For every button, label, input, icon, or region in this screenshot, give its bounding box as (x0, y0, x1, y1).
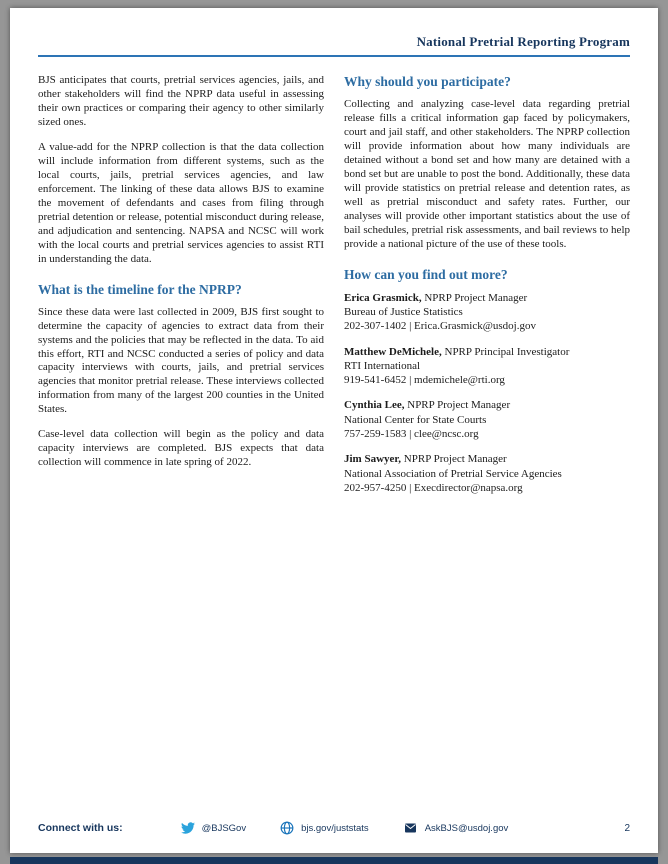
contact-name-line (344, 291, 630, 305)
contact-card (344, 452, 630, 495)
contact-card (344, 291, 630, 334)
contact-name-line (344, 398, 630, 412)
twitter-handle: @BJSGov (201, 822, 247, 834)
contact-card (344, 345, 630, 388)
contact-name-line (344, 452, 630, 466)
paragraph: Since these data were last collected in 2009, BJS first sought to determine the capacity of agencies to extract data from their systems and the policies that may be reflected in the data. To aid this effort, RTI and NCSC conducted a series of policy and data capacity interviews with courts, jails, and pretrial services agencies that monitor pretrial release. These interviews collected information from many of the largest 200 counties in the United States. (38, 305, 324, 416)
contact-role: NPRP Project Manager (403, 453, 507, 466)
right-column (344, 74, 630, 506)
page-header (10, 8, 658, 57)
contact-phone-email: 202-957-4250 | Execdirector@napsa.org (344, 481, 523, 494)
participate-heading: Why should you participate? (344, 74, 511, 89)
contact-phone-email: 757-259-1583 | clee@ncsc.org (344, 428, 479, 441)
contact-phone-email: 919-541-6452 | mdemichele@rti.org (344, 374, 505, 387)
contact-name: Erica Grasmick, (344, 291, 422, 304)
envelope-icon (403, 822, 418, 834)
email-address: AskBJS@usdoj.gov (424, 822, 509, 834)
timeline-heading: What is the timeline for the NPRP? (38, 281, 242, 297)
contact-card (344, 398, 630, 441)
globe-icon (280, 821, 294, 835)
paragraph: A value-add for the NPRP collection is that the data collection will include information from different systems, such as the local courts, jails, pretrial services agencies, and law enforcement. The linking of these data allows BJS to examine the movement of defendants and cases from filing through pretrial detention or release, potential misconduct during release, and adjudication and sentencing. NAPSA and NCSC will work with the local courts and pretrial services agencies to assist RTI in understanding the data. (38, 140, 324, 265)
contact-name-line (344, 345, 630, 359)
left-column (38, 74, 324, 506)
two-column-body (10, 57, 658, 506)
twitter-link[interactable] (181, 821, 247, 835)
social-links (181, 821, 509, 835)
page-footer (38, 821, 630, 835)
contact-org: Bureau of Justice Statistics (344, 305, 463, 318)
page-number: 2 (624, 822, 630, 834)
connect-with-us-label: Connect with us: (38, 822, 123, 834)
find-out-more-heading: How can you find out more? (344, 266, 508, 282)
email-link[interactable] (403, 822, 509, 834)
contact-phone-email: 202-307-1402 | Erica.Grasmick@usdoj.gov (344, 320, 536, 333)
twitter-icon (181, 821, 195, 835)
contact-org: RTI International (344, 359, 421, 372)
paragraph: BJS anticipates that courts, pretrial services agencies, jails, and other stakeholders will find the NPRP data useful in assessing their own practices or comparing their agency to other similarly sized ones. (38, 74, 324, 128)
contact-name: Cynthia Lee, (344, 399, 405, 412)
paragraph: Case-level data collection will begin as the policy and data capacity interviews are completed. BJS expects that data collection will commence in late spring of 2022. (38, 428, 324, 469)
contact-name: Jim Sawyer, (344, 453, 402, 466)
contact-role: NPRP Project Manager (424, 291, 528, 304)
next-page-edge (10, 857, 658, 864)
contact-name: Matthew DeMichele, (344, 345, 442, 358)
paragraph: Collecting and analyzing case-level data regarding pretrial release fills a critical information gap faced by policymakers, court and jail staff, and other stakeholders. The NPRP collection will provide information about how many individuals are detained without a bond set and how many are detained with a bond set but are unable to post the bond. Additionally, these data will provide statistics on pretrial release and detention rates, as well as pretrial misconduct and safety rates. Further, our analyses will provide other important statistics about the use of bail schedules, pretrial risk assessments, and bail reviews to help provide a national picture of the use of these tools. (344, 98, 630, 250)
contact-role: NPRP Project Manager (407, 399, 511, 412)
website-link[interactable] (280, 821, 369, 835)
document-title: National Pretrial Reporting Program (416, 34, 630, 49)
contact-role: NPRP Principal Investigator (444, 345, 570, 358)
contact-org: National Association of Pretrial Service Agencies (344, 467, 562, 480)
contact-org: National Center for State Courts (344, 413, 487, 426)
website-url: bjs.gov/juststats (301, 822, 369, 834)
document-page (10, 8, 658, 853)
